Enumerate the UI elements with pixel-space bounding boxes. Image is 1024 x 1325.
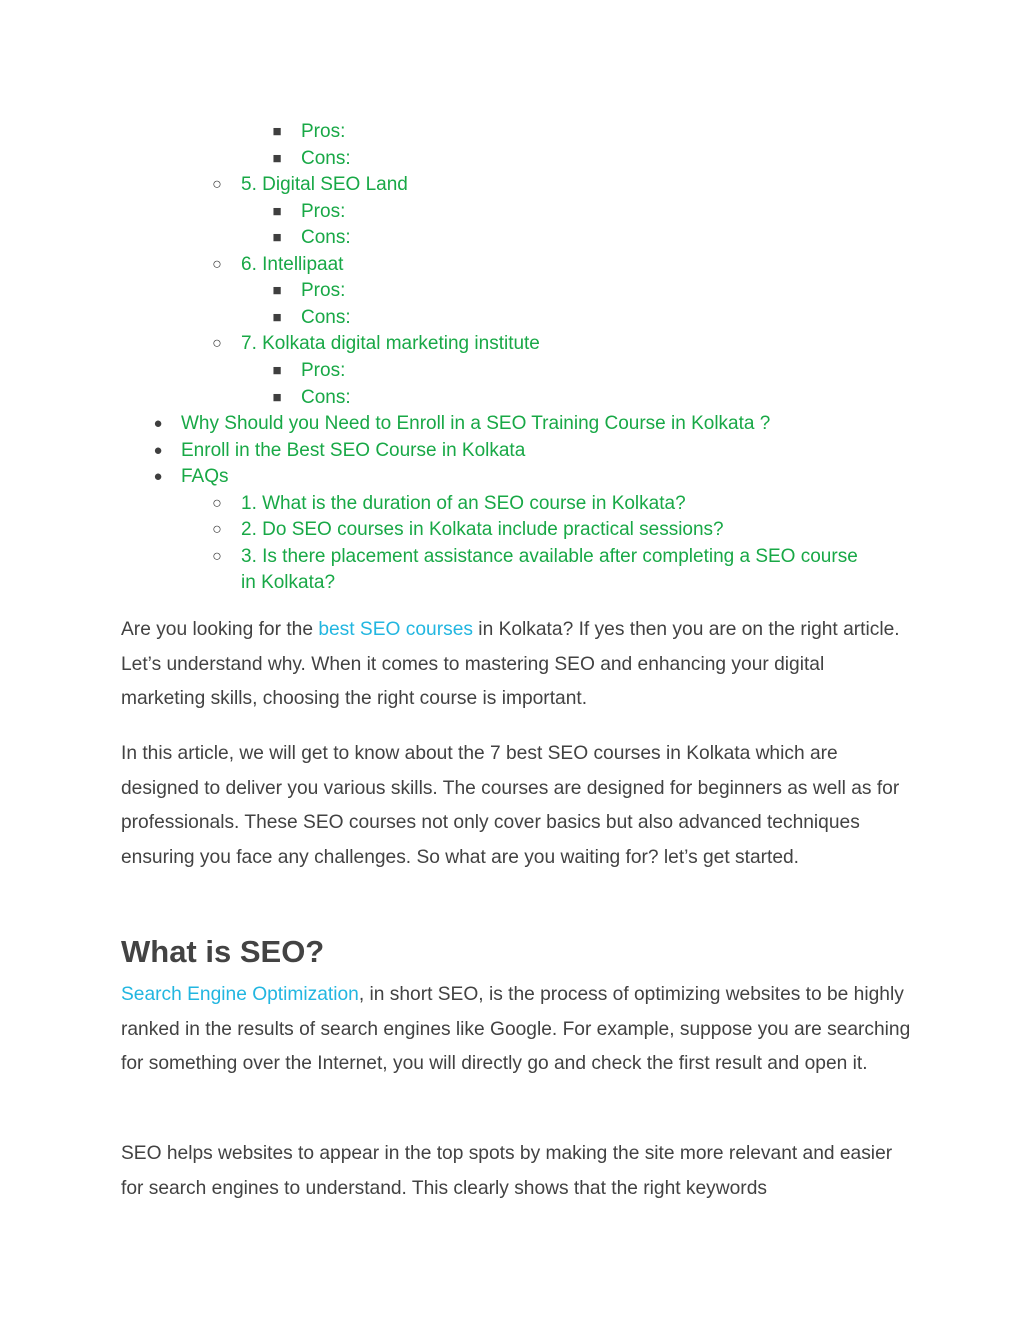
toc-item-label[interactable]: 6. Intellipaat: [241, 253, 344, 275]
toc-item-label[interactable]: Pros:: [301, 280, 346, 302]
intro-paragraph-2: In this article, we will get to know about the 7 best SEO courses in Kolkata which are designed to deliver you various skills. The courses are designed for beginners as well as for professionals. These SEO courses not only cover basics but also advanced techniques ensuring you face any challenges. So what are you waiting for? let’s get started.: [121, 743, 900, 868]
toc-bullet-icon: ●: [153, 468, 163, 486]
toc-bullet-icon: ■: [272, 123, 282, 140]
toc-bullet-icon: ●: [153, 441, 163, 459]
toc-item-label[interactable]: Cons:: [301, 386, 351, 408]
toc-bullet-icon: ○: [212, 176, 222, 194]
toc-item-label[interactable]: Cons:: [301, 306, 351, 328]
intro-text-before: Are you looking for the: [121, 619, 319, 640]
toc-bullet-icon: ■: [272, 202, 282, 220]
toc-item-label[interactable]: in Kolkata?: [241, 572, 336, 594]
section-paragraph-2: SEO helps websites to appear in the top spots by making the site more relevant and easier for search engines to understand. This clearly shows that the right keywords: [121, 1143, 893, 1199]
toc-item-label[interactable]: 5. Digital SEO Land: [241, 174, 408, 196]
toc-item-label[interactable]: Enroll in the Best SEO Course in Kolkata: [181, 439, 526, 461]
toc-item-label[interactable]: 7. Kolkata digital marketing institute: [241, 333, 540, 355]
intro-paragraph-1: [121, 613, 911, 717]
toc-item-label[interactable]: Cons:: [301, 227, 351, 249]
best-seo-courses-link[interactable]: best SEO courses: [318, 619, 473, 640]
toc-item-label[interactable]: Pros:: [301, 121, 346, 142]
toc-item-label[interactable]: Why Should you Need to Enroll in a SEO Training Course in Kolkata ?: [181, 413, 771, 435]
toc-bullet-icon: ●: [153, 415, 163, 433]
toc-bullet-icon: ○: [212, 335, 222, 353]
toc-bullet-icon: ○: [212, 521, 222, 539]
toc-item-label[interactable]: 3. Is there placement assistance available after completing a SEO course: [241, 545, 858, 567]
section-paragraph-1: [121, 978, 911, 1082]
toc-bullet-icon: ■: [272, 282, 282, 300]
toc-item-label[interactable]: 2. Do SEO courses in Kolkata include practical sessions?: [241, 519, 724, 541]
toc-item-label[interactable]: FAQs: [181, 466, 229, 488]
toc-bullet-icon: ○: [212, 255, 222, 273]
toc-bullet-icon: ■: [272, 388, 282, 406]
toc-bullet-icon: ○: [212, 494, 222, 512]
toc-item-label[interactable]: 1. What is the duration of an SEO course in Kolkata?: [241, 492, 686, 514]
search-engine-optimization-link[interactable]: Search Engine Optimization: [121, 984, 359, 1005]
toc-item-label[interactable]: Cons:: [301, 147, 351, 169]
intro-text-after: in Kolkata? If yes then you are on the right article. Let’s understand why. When it comes to mastering SEO and enhancing your digital marketing skills, choosing the right course is important.: [121, 619, 900, 710]
toc-item-label[interactable]: Pros:: [301, 359, 346, 381]
section-heading: What is SEO?: [121, 934, 325, 969]
section-text-after: , in short SEO, is the process of optimizing websites to be highly ranked in the results of search engines like Google. For example, suppose you are searching for something over the Internet, you will directly go and check the first result and open it.: [121, 984, 911, 1075]
toc-bullet-icon: ■: [272, 308, 282, 326]
toc-item-label[interactable]: Pros:: [301, 200, 346, 222]
toc-bullet-icon: ■: [272, 149, 282, 167]
toc-bullet-icon: ■: [272, 229, 282, 247]
toc-bullet-icon: ○: [212, 547, 222, 565]
toc-bullet-icon: ■: [272, 361, 282, 379]
